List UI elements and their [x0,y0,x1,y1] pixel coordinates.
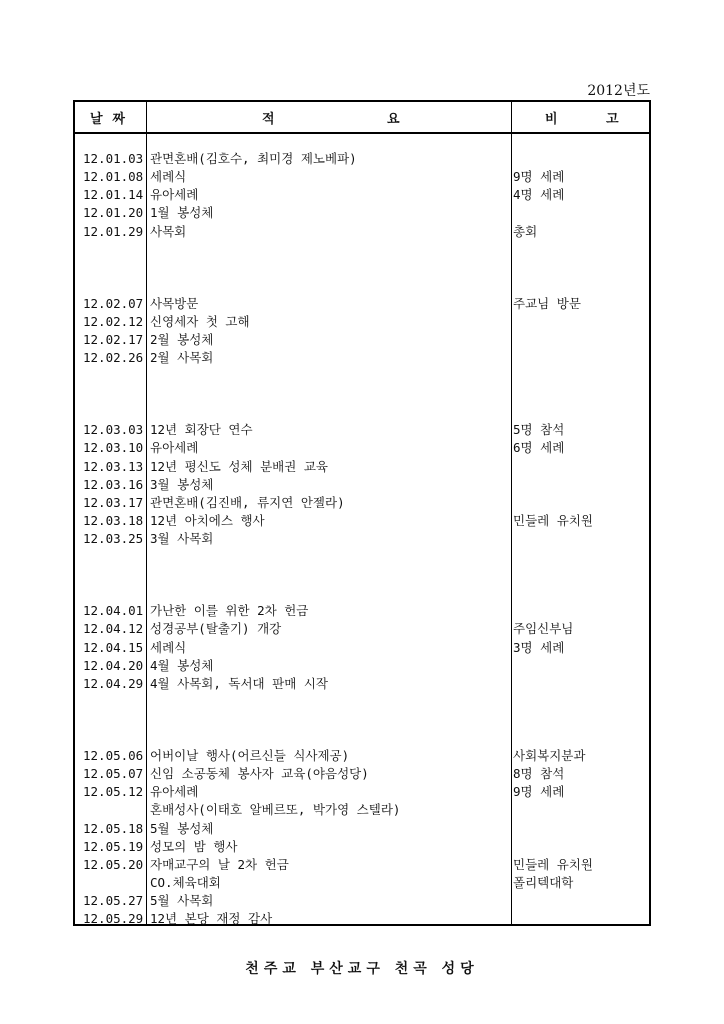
row-date: 12.01.03 [83,151,144,166]
table-row [75,801,649,819]
row-date: 12.04.29 [83,675,144,691]
activity-table [73,100,651,926]
row-date: 12.02.12 [83,313,144,329]
table-row [75,602,649,620]
table-row [75,856,649,874]
table-row [75,657,649,675]
table-row [75,783,649,801]
header-note-left: 비 [545,112,559,127]
parish-footer: 천주교 부산교구 천곡 성당 [245,961,479,977]
row-date: 12.05.29 [83,911,144,927]
header-summary-right: 요 [387,112,401,127]
row-date: 12.03.10 [83,440,144,456]
row-event: 세례식 [150,169,187,185]
row-date: 12.02.26 [83,350,144,366]
table-row [75,331,649,349]
row-event: 관면혼배(김호수, 최미경 제노베파) [150,151,357,166]
table-row [75,620,649,638]
row-event: 3월 사목회 [150,531,214,547]
row-event: 성경공부(탈출기) 개강 [150,621,282,637]
table-row [75,639,649,657]
year-label: 2012년도 [587,83,650,99]
row-date: 12.01.20 [83,205,144,221]
row-event: 관면혼배(김진배, 류지연 안젤라) [150,494,345,510]
row-date: 12.05.18 [83,820,144,836]
row-event: 4월 봉성체 [150,657,214,673]
row-date: 12.03.25 [83,531,144,547]
row-date: 12.01.29 [83,223,144,239]
row-date: 12.04.12 [83,621,144,637]
table-body [75,150,649,928]
table-row [75,223,649,241]
row-event: 12년 아치에스 행사 [150,512,265,528]
row-date: 12.05.19 [83,838,144,854]
row-date: 12.01.14 [83,187,144,203]
row-note: 5명 참석 [513,422,565,438]
row-note: 9명 세례 [513,784,565,800]
row-event: 12년 평신도 성체 분배권 교육 [150,458,328,474]
table-row [75,168,649,186]
row-note: 8명 참석 [513,766,565,782]
row-event: 12년 회장단 연수 [150,422,253,438]
row-date: 12.03.03 [83,422,144,438]
row-event: 사목방문 [150,295,199,311]
row-event: 12년 본당 재정 감사 [150,911,273,927]
header-summary-left: 적 [262,112,276,127]
row-date: 12.03.17 [83,494,144,510]
row-note: 민들레 유치원 [513,856,593,872]
row-event: 2월 봉성체 [150,331,214,347]
row-event: 혼배성사(이태호 알베르또, 박가영 스텔라) [150,802,401,818]
table-row [75,458,649,476]
row-event: 유아세례 [150,187,199,203]
row-event: 성모의 밤 행사 [150,838,238,854]
row-event: 어버이날 행사(어르신들 식사제공) [150,747,350,763]
table-row [75,512,649,530]
table-row [75,820,649,838]
row-date: 12.05.06 [83,747,144,763]
table-row [75,150,649,168]
row-note: 총회 [513,223,538,239]
row-date: 12.05.20 [83,856,144,872]
row-date: 12.02.17 [83,331,144,347]
table-row [75,530,649,548]
table-row [75,204,649,222]
table-row [75,186,649,204]
row-event: 1월 봉성체 [150,205,214,221]
row-note: 3명 세례 [513,639,565,655]
month-gap [75,548,649,602]
row-note: 민들레 유치원 [513,512,593,528]
table-row [75,675,649,693]
table-row [75,295,649,313]
row-date: 12.05.07 [83,766,144,782]
row-date: 12.04.01 [83,603,144,619]
table-row [75,838,649,856]
row-event: 유아세례 [150,440,199,456]
row-note: 사회복지분과 [513,747,586,763]
table-row [75,349,649,367]
row-event: 유아세례 [150,784,199,800]
row-date: 12.04.20 [83,657,144,673]
row-date: 12.05.12 [83,784,144,800]
table-row [75,476,649,494]
row-event: CO.체육대회 [150,874,221,890]
row-event: 신임 소공동체 봉사자 교육(야음성당) [150,766,369,782]
row-event: 신영세자 첫 고해 [150,313,250,329]
table-row [75,313,649,331]
header-note-right: 고 [606,112,620,127]
row-event: 자매교구의 날 2차 헌금 [150,856,289,872]
row-event: 세례식 [150,639,187,655]
table-row [75,747,649,765]
row-note: 주교님 방문 [513,295,581,311]
row-date: 12.05.27 [83,893,144,909]
row-event: 4월 사목회, 독서대 판매 시작 [150,675,328,691]
row-date: 12.02.07 [83,295,144,311]
table-row [75,874,649,892]
table-row [75,765,649,783]
table-header [75,102,649,134]
row-note: 4명 세례 [513,187,565,203]
row-date: 12.03.18 [83,512,144,528]
row-date: 12.03.16 [83,476,144,492]
month-gap [75,241,649,295]
row-date: 12.01.08 [83,169,144,185]
row-note: 주임신부님 [513,621,574,637]
row-note: 6명 세례 [513,440,565,456]
row-event: 3월 봉성체 [150,476,214,492]
row-event: 가난한 이를 위한 2차 헌금 [150,603,309,619]
header-date: 날 짜 [90,112,126,127]
table-row [75,421,649,439]
table-row [75,494,649,512]
table-row [75,910,649,928]
month-gap [75,367,649,421]
row-event: 5월 사목회 [150,893,214,909]
row-date: 12.04.15 [83,639,144,655]
row-event: 5월 봉성체 [150,820,214,836]
row-note: 폴리텍대학 [513,874,574,890]
row-date: 12.03.13 [83,458,144,474]
row-event: 2월 사목회 [150,350,214,366]
table-row [75,892,649,910]
row-event: 사목회 [150,223,187,239]
month-gap [75,693,649,747]
row-note: 9명 세례 [513,169,565,185]
table-row [75,439,649,457]
